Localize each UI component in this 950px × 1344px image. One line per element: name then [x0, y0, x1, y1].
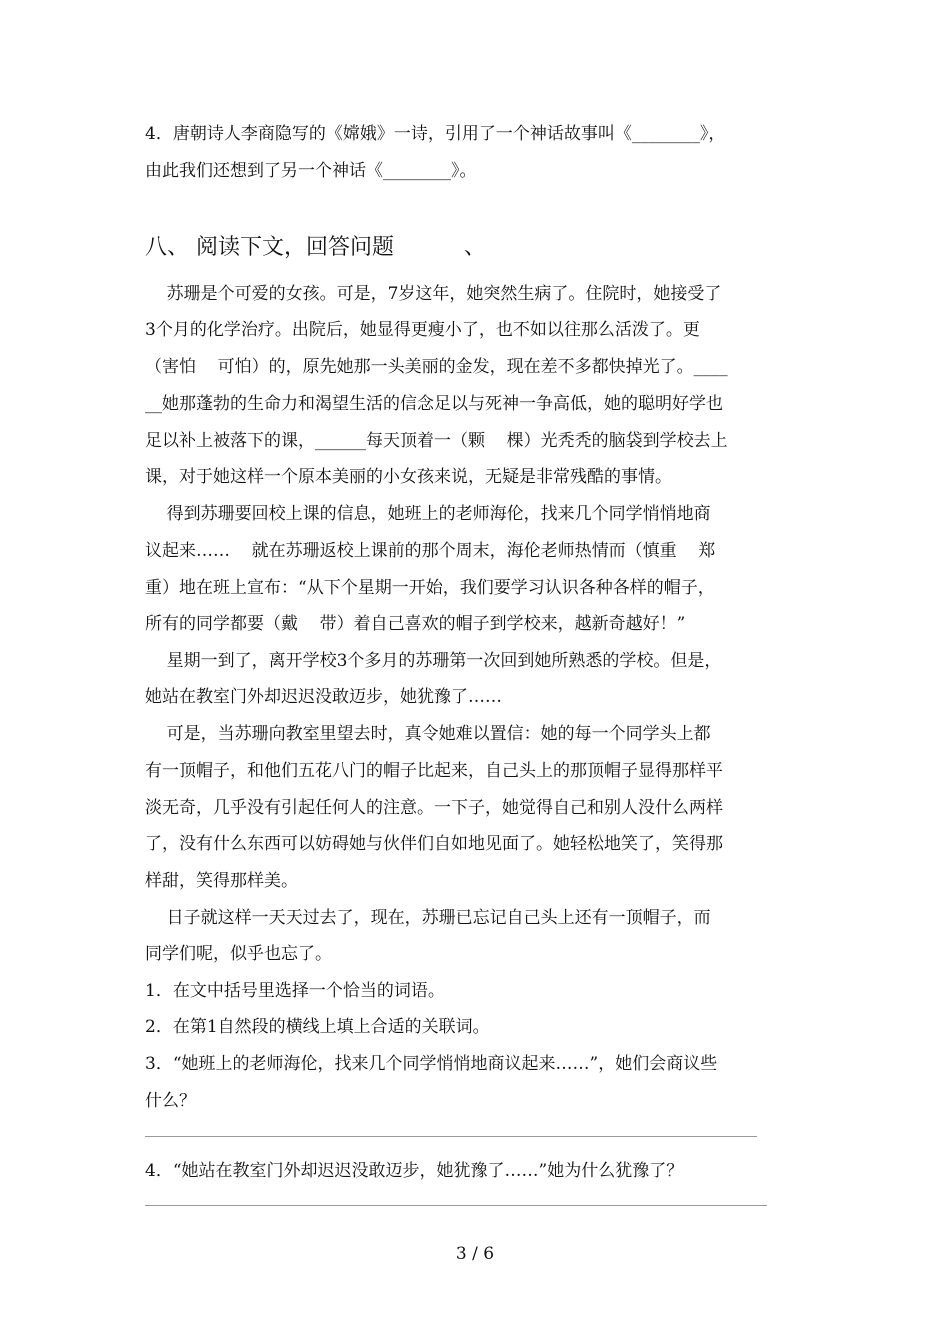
passage-line: 了，没有什么东西可以妨碍她与伙伴们自如地见面了。她轻松地笑了，笑得那 [145, 834, 723, 854]
passage-line: __她那蓬勃的生命力和渴望生活的信念足以与死神一争高低，她的聪明好学也 [145, 394, 723, 414]
page-number: 3 / 6 [455, 1244, 495, 1264]
passage-line: 苏珊是个可爱的女孩。可是，7岁这年，她突然生病了。住院时，她接受了 [145, 284, 722, 304]
question-4-line-1: 4．唐朝诗人李商隐写的《嫦娥》一诗，引用了一个神话故事叫《________》， [145, 124, 726, 144]
passage-line: 议起来…… 就在苏珊返校上课前的那个周末，海伦老师热情而（慎重 郑 [145, 541, 716, 561]
passage-line: 同学们呢，似乎也忘了。 [145, 944, 332, 964]
passage-line: 课，对于她这样一个原本美丽的小女孩来说，无疑是非常残酷的事情。 [145, 467, 672, 487]
question-3-line-1: 3．“她班上的老师海伦，找来几个同学悄悄地商议起来……”，她们会商议些 [145, 1054, 718, 1074]
question-2: 2．在第1自然段的横线上填上合适的关联词。 [145, 1017, 490, 1037]
passage-line: 可是，当苏珊向教室里望去时，真令她难以置信：她的每一个同学头上都 [145, 724, 711, 744]
question-4-line-2: 由此我们还想到了另一个神话《________》。 [145, 161, 477, 181]
passage-line: 淡无奇，几乎没有引起任何人的注意。一下子，她觉得自己和别人没什么两样 [145, 798, 723, 818]
passage-line: 她站在教室门外却迟迟没敢迈步，她犹豫了…… [145, 687, 502, 707]
passage-line: 3个月的化学治疗。出院后，她显得更瘦小了，也不如以往那么活泼了。更 [145, 320, 700, 340]
question-3-line-2: 什么？ [145, 1091, 196, 1111]
passage-line: 有一顶帽子，和他们五花八门的帽子比起来，自己头上的那顶帽子显得那样平 [145, 761, 723, 781]
passage-line: 所有的同学都要（戴 带）着自己喜欢的帽子到学校来，越新奇越好！” [145, 614, 686, 634]
passage-line: 日子就这样一天天过去了，现在，苏珊已忘记自己头上还有一顶帽子，而 [145, 908, 711, 928]
section-heading: 八、 阅读下文，回答问题 、 [145, 235, 486, 260]
question-4: 4．“她站在教室门外却迟迟没敢迈步，她犹豫了……”她为什么犹豫了？ [145, 1161, 684, 1181]
answer-line-3[interactable] [145, 1136, 757, 1137]
passage-line: 重）地在班上宣布：“从下个星期一开始，我们要学习认识各种各样的帽子， [145, 578, 715, 598]
answer-line-4[interactable] [145, 1205, 767, 1206]
question-1: 1．在文中括号里选择一个恰当的词语。 [145, 981, 445, 1001]
passage-line: 样甜，笑得那样美。 [145, 871, 298, 891]
passage-line: （害怕 可怕）的，原先她那一头美丽的金发，现在差不多都快掉光了。____ [145, 357, 728, 377]
passage-line: 得到苏珊要回校上课的信息，她班上的老师海伦，找来几个同学悄悄地商 [145, 504, 711, 524]
passage-line: 星期一到了，离开学校3个多月的苏珊第一次回到她所熟悉的学校。但是， [145, 651, 722, 671]
passage-line: 足以补上被落下的课，______每天顶着一（颗 棵）光秃秃的脑袋到学校去上 [145, 431, 728, 451]
